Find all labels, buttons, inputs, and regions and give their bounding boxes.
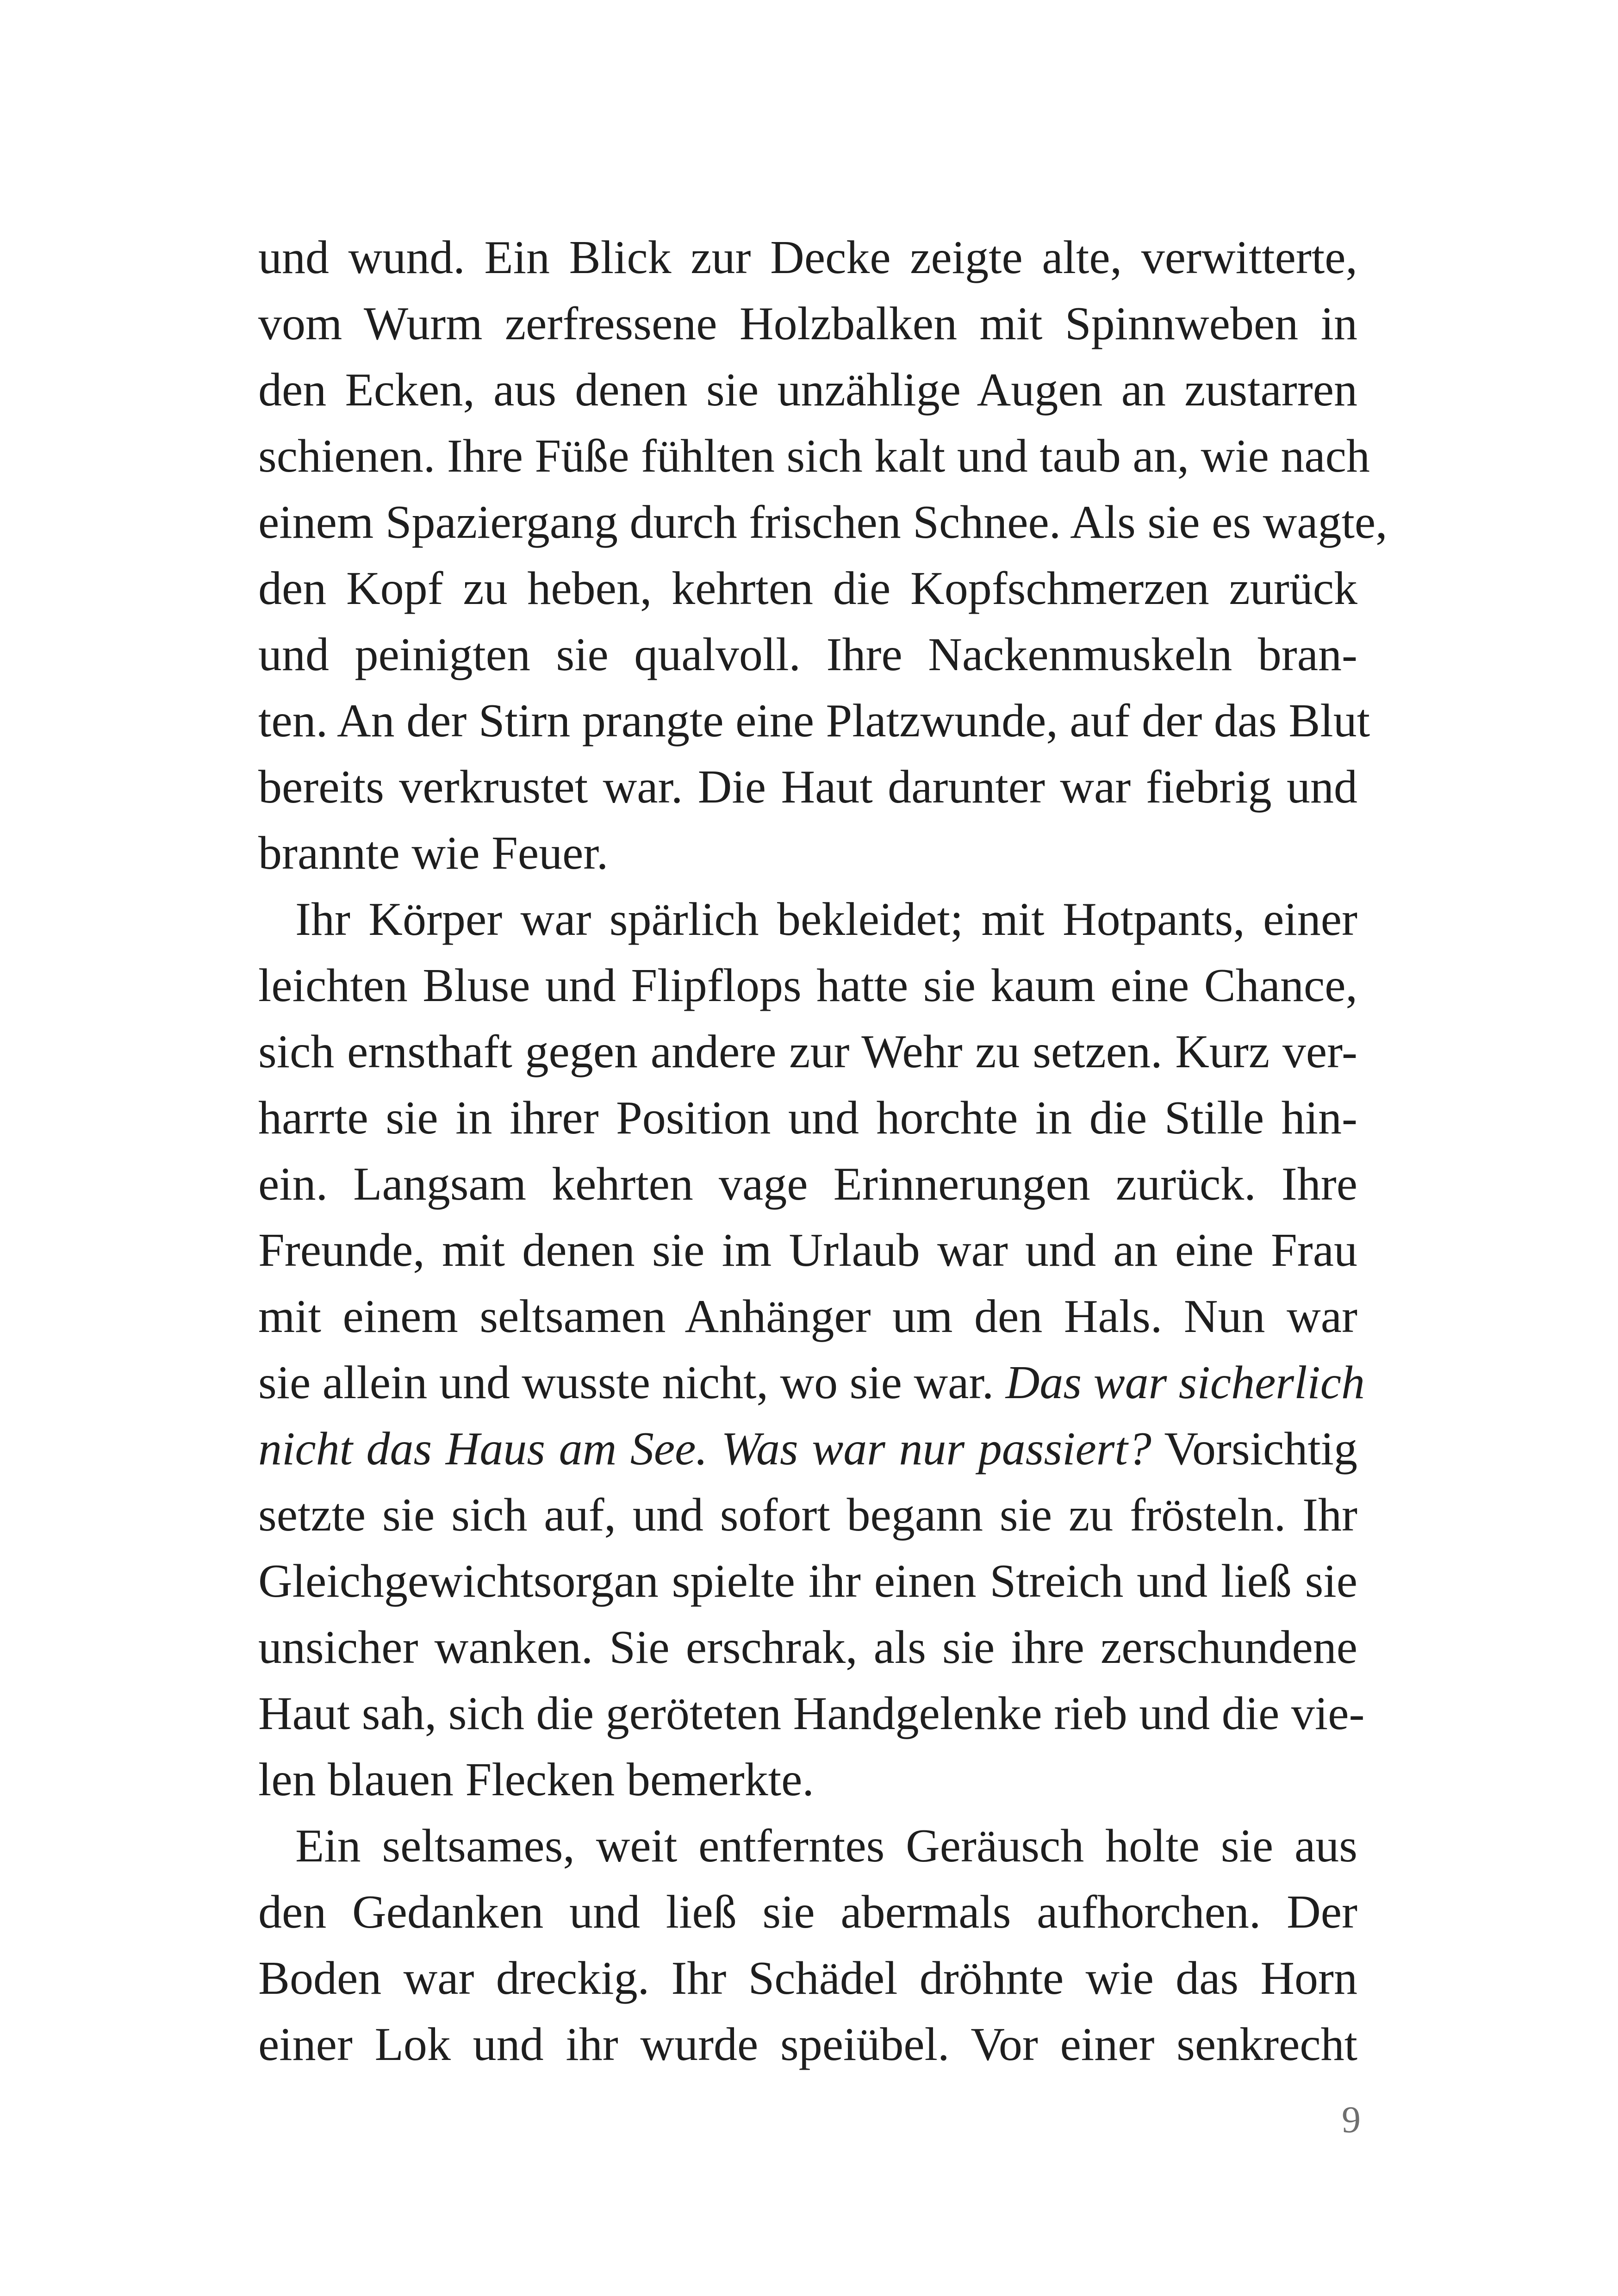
text-segment: Vorsichtig	[1151, 1423, 1357, 1475]
text-line: leichten Bluse und Flipflops hatte sie kaum eine Chance,	[258, 959, 1357, 1012]
text-segment: sie allein und wusste nicht, wo sie war.	[258, 1356, 1006, 1409]
text-line: ten. An der Stirn prangte eine Platzwunde, auf der das Blut	[258, 695, 1370, 747]
text-line: vom Wurm zerfressene Holzbalken mit Spinnweben in	[258, 298, 1357, 350]
text-line: setzte sie sich auf, und sofort begann sie zu frösteln. Ihr	[258, 1489, 1357, 1541]
text-line: brannte wie Feuer.	[258, 827, 609, 879]
text-line: unsicher wanken. Sie erschrak, als sie ihre zerschundene	[258, 1621, 1357, 1674]
text-line: den Gedanken und ließ sie abermals aufhorchen. Der	[258, 1886, 1357, 1938]
text-line: und wund. Ein Blick zur Decke zeigte alte, verwitterte,	[258, 231, 1357, 284]
text-line: harrte sie in ihrer Position und horchte in die Stille hin-	[258, 1092, 1357, 1144]
text-line: einem Spaziergang durch frischen Schnee. Als sie es wagte,	[258, 496, 1388, 548]
text-line: und peinigten sie qualvoll. Ihre Nackenmuskeln bran-	[258, 628, 1357, 681]
text-line: Haut sah, sich die geröteten Handgelenke rieb und die vie-	[258, 1687, 1365, 1740]
text-line: Boden war dreckig. Ihr Schädel dröhnte wie das Horn	[258, 1952, 1357, 2004]
text-line: bereits verkrustet war. Die Haut darunter war fiebrig und	[258, 761, 1357, 813]
page-number: 9	[1342, 2098, 1361, 2140]
text-line: Gleichgewichtsorgan spielte ihr einen Streich und ließ sie	[258, 1555, 1357, 1607]
text-line: Freunde, mit denen sie im Urlaub war und an eine Frau	[258, 1224, 1357, 1276]
text-line: sich ernsthaft gegen andere zur Wehr zu setzen. Kurz ver-	[258, 1026, 1357, 1078]
text-line: Ihr Körper war spärlich bekleidet; mit Hotpants, einer	[295, 893, 1357, 946]
text-line: den Kopf zu heben, kehrten die Kopfschmerzen zurück	[258, 562, 1357, 615]
body-text	[258, 224, 1388, 2078]
text-line	[258, 1416, 1357, 1482]
text-line: ein. Langsam kehrten vage Erinnerungen zurück. Ihre	[258, 1158, 1357, 1210]
text-line: schienen. Ihre Füße fühlten sich kalt und taub an, wie nach	[258, 430, 1370, 482]
text-line: len blauen Flecken bemerkte.	[258, 1754, 814, 1806]
text-line: den Ecken, aus denen sie unzählige Augen an zustarren	[258, 364, 1357, 416]
italic-text-segment: nicht das Haus am See. Was war nur passiert?	[258, 1423, 1151, 1475]
text-line: einer Lok und ihr wurde speiübel. Vor einer senkrecht	[258, 2018, 1357, 2071]
text-line: mit einem seltsamen Anhänger um den Hals. Nun war	[258, 1290, 1357, 1343]
italic-text-segment: Das war sicherlich	[1005, 1356, 1365, 1409]
text-line: Ein seltsames, weit entferntes Geräusch holte sie aus	[295, 1820, 1357, 1872]
text-line	[258, 1350, 1365, 1416]
